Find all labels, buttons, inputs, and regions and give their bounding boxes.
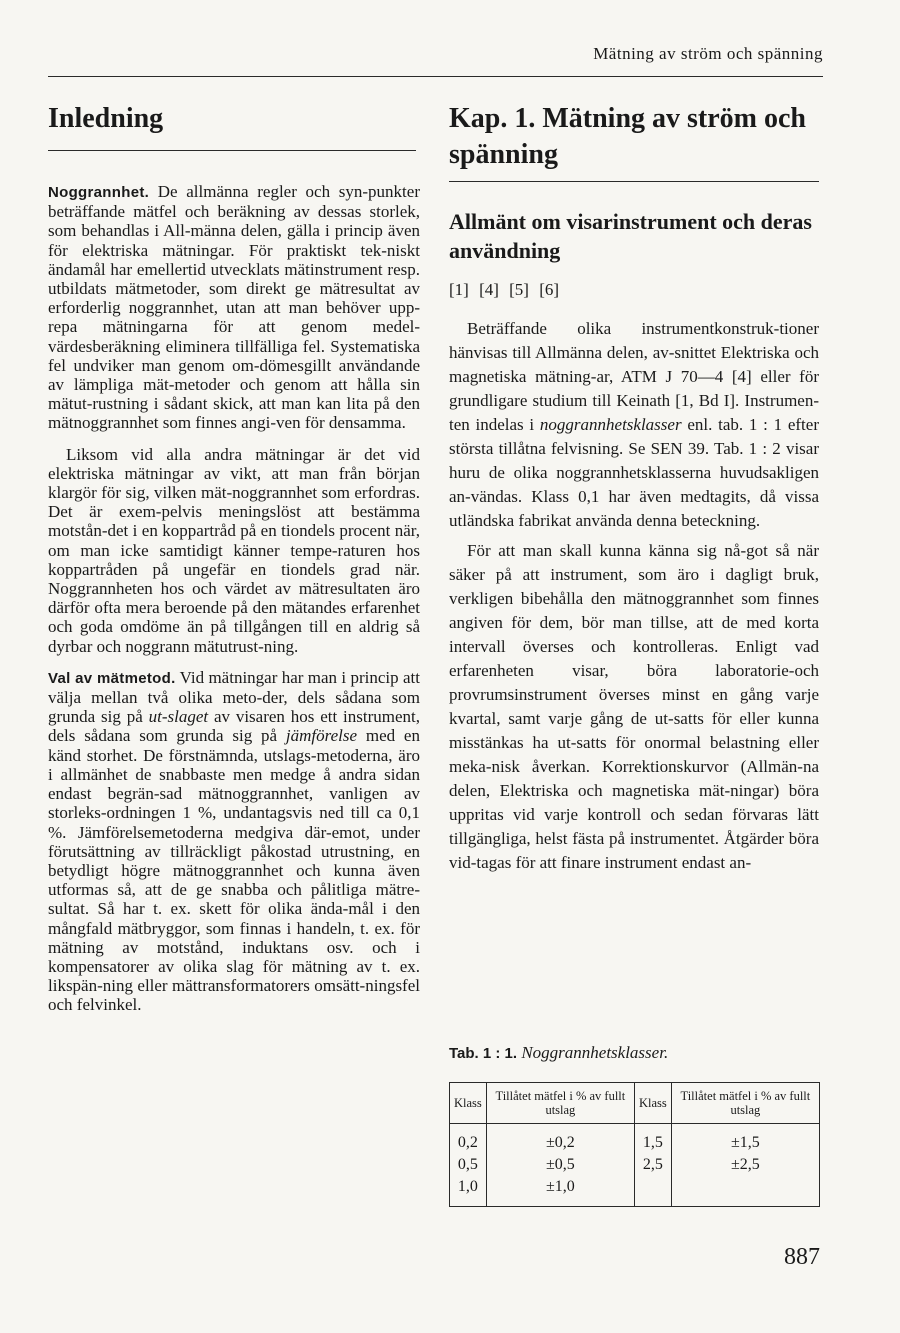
right-column — [449, 317, 819, 881]
header-rule — [48, 76, 823, 77]
table-caption — [449, 1043, 668, 1063]
paragraph-for-att: För att man skall kunna känna sig nå-got så när säker på att instrument, som äro i dagligt bruk, verkligen bibehålla den mätnoggrannhet som finnes angiven för dem, bör man tillse, att de med korta intervall överses och kontrolleras. Enligt vad erfarenheten visar, böra laboratorie-och provrumsinstrument överses minst en gång varje kvartal, samt varje gång de ut-satts för eller kunna misstänkas ha ut-satts för onormal belastning eller meka-nisk åverkan. Korrektionskurvor (Allmän-na delen, Elektriska och magnetiska mät-ningar) böra uppritas vid varje kontroll och sedan förvaras lätt tillgängliga, helst fästa på instrumentet. Åtgärder böra vid-tagas för att finare instrument endast an- — [449, 541, 819, 872]
chapter-heading: Kap. 1. Mätning av ström och spänning — [449, 103, 806, 170]
emphasis-jamforelse: jämförelse — [285, 726, 358, 746]
paragraph-text: av visaren hos ett instrument, dels sådana som grunda sig på — [48, 707, 420, 746]
header-klass-2: Klass — [635, 1083, 672, 1124]
cell-matfel — [671, 1176, 819, 1207]
header-matfel-2: Tillåtet mätfel i % av fullt utslag — [671, 1083, 819, 1124]
paragraph-betraffande — [449, 317, 819, 533]
right-heading-rule — [449, 181, 819, 182]
heading-inledning: Inledning — [48, 103, 164, 134]
cell-matfel: ±1,5 — [671, 1124, 819, 1155]
table-caption-label: Tab. 1 : 1. — [449, 1045, 518, 1062]
cell-matfel: ±1,0 — [486, 1176, 634, 1207]
cell-klass: 2,5 — [635, 1154, 672, 1176]
cell-matfel: ±0,2 — [486, 1124, 634, 1155]
left-column — [48, 182, 420, 1027]
paragraph-text: enl. tab. 1 : 1 efter största tillåtna felvisning. Se SEN 39. Tab. 1 : 2 visar huru de olika noggrannhetsklasserna huvudsakligen an-vändas. Klass 0,1 har även medtagits, då vissa utländska fabrikat använda denna beteckning. — [449, 415, 819, 530]
paragraph-val-av-matmetod — [48, 668, 420, 1015]
cell-matfel: ±0,5 — [486, 1154, 634, 1176]
runin-noggrannhet: Noggrannhet. — [48, 184, 150, 201]
references: [1] [4] [5] [6] — [449, 280, 560, 299]
table-row — [450, 1154, 820, 1176]
paragraph-text: med en känd storhet. De förstnämnda, utslags-metoderna, äro i allmänhet de snabbaste men medge å andra sidan endast begrän-sad mätnoggrannhet, vanligen av storleks-ordningen 1 %, undantagsvis ned till ca 0,1 %. Jämförelsemetoderna medgiva där-emot, under förutsättning av tillräckligt påkostad utrustning, en betydligt högre mätnoggrannhet och kunna även utformas så, att de ge snabba och pålitliga mätre-sultat. Så har t. ex. skett för olika ända-mål i den mångfald mätbryggor, som finnas i handeln, t. ex. för mätning av motstånd, induktans osv. och i kompensatorer av olika slag för mätning av t. ex. likspän-ning eller mättransformatorers omsätt-ningsfel och felvinkel. — [48, 726, 420, 1015]
accuracy-class-table — [449, 1082, 820, 1207]
table-caption-title: Noggrannhetsklasser. — [521, 1043, 669, 1062]
page-number: 887 — [784, 1244, 820, 1270]
table-row — [450, 1124, 820, 1155]
paragraph-noggrannhet — [48, 182, 420, 433]
emphasis-noggrannhetsklasser: noggrannhetsklasser — [539, 415, 682, 434]
runin-val-av-matmetod: Val av mätmetod. — [48, 669, 176, 687]
table-row — [450, 1176, 820, 1207]
paragraph-text: De allmänna regler och syn-punkter beträffande mätfel och beräkning av dessas storlek, som behandlas i All-männa delen, gälla i princip även för elektriska mätningar. För praktiskt tek-niskt ändamål har emellertid utvecklats mätinstrument resp. utbildats mätmetoder, som direkt ge mätresultat av erforderlig noggrannhet, utan att man behöver upp-repa mätningarna för att genom medel-värdesberäkning eliminera tillfälliga fel. Systematiska fel undviker man genom om-dömesgillt användande av lämpliga mät-metoder och genom att hålla sin mätut-rustning i sådant skick, att man kan lita på den mätnoggrannhet som finnes angi-ven för densamma. — [48, 182, 420, 433]
running-title: Mätning av ström och spänning — [593, 44, 823, 63]
cell-klass: 1,0 — [450, 1176, 487, 1207]
section-heading: Allmänt om visarinstrument och deras användning — [449, 209, 812, 263]
header-matfel-1: Tillåtet mätfel i % av fullt utslag — [486, 1083, 634, 1124]
paragraph-liksom: Liksom vid alla andra mätningar är det vid elektriska mätningar av vikt, att man från början klargör för sig, vilken mät-noggrannhet som erfordras. Det är exem-pelvis meningslöst att bestämma motstån-det i en koppartråd på en tiondels procent när, om man icke samtidigt känner tempe-raturen hos koppartråden på ungefär en tiondels grad när. Noggrannheten hos och värdet av mätresultaten äro därför ofta mera beroende på den mätandes erfarenhet och goda omdöme än på tillgången till en aldrig så dyrbar och noggrann mätutrust-ning. — [48, 444, 420, 656]
cell-klass — [635, 1176, 672, 1207]
cell-klass: 0,2 — [450, 1124, 487, 1155]
paragraph-text: Beträffande olika instrumentkonstruk-tioner hänvisas till Allmänna delen, av-snittet Elektriska och magnetiska mätning-ar, ATM J 70—4 [4] eller för grundligare studium till Keinath [1, Bd I]. Instrumen-ten indelas i — [449, 319, 819, 434]
paragraph-text: Vid mätningar har man i princip att välja mellan två olika meto-der, dels sådana som grunda sig på — [48, 667, 420, 727]
header-klass-1: Klass — [450, 1083, 487, 1124]
cell-klass: 0,5 — [450, 1154, 487, 1176]
left-heading-rule — [48, 150, 416, 151]
cell-klass: 1,5 — [635, 1124, 672, 1155]
emphasis-utslaget: ut-slaget — [148, 707, 209, 727]
cell-matfel: ±2,5 — [671, 1154, 819, 1176]
